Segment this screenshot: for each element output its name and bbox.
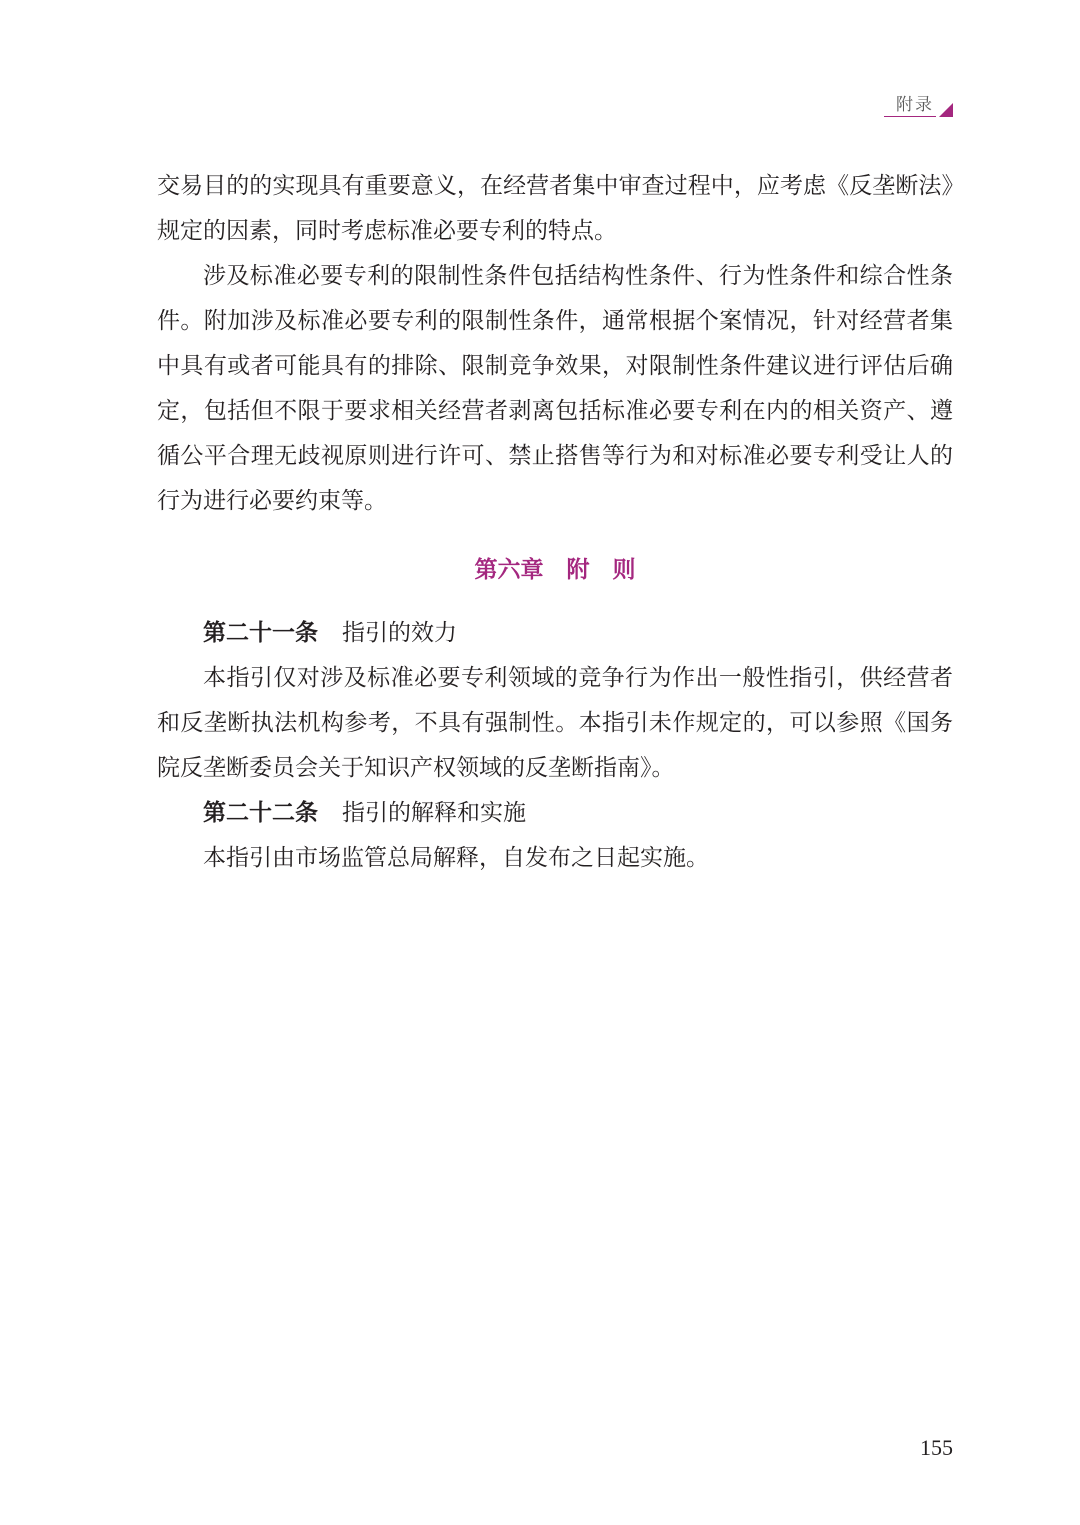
paragraph-restrictive-conditions: 涉及标准必要专利的限制性条件包括结构性条件、行为性条件和综合性条件。附加涉及标准必要专利的限制性条件，通常根据个案情况，针对经营者集中具有或者可能具有的排除、限制竞争效果，对限制性条件建议进行评估后确定，包括但不限于要求相关经营者剥离包括标准必要专利在内的相关资产、遵循公平合理无歧视原则进行许可、禁止搭售等行为和对标准必要专利受让人的行为进行必要约束等。: [157, 263, 953, 514]
corner-triangle-icon: [939, 103, 953, 117]
page-number: 155: [920, 1435, 953, 1460]
article-heading: [157, 791, 953, 836]
paragraph-continued: 交易目的的实现具有重要意义，在经营者集中审查过程中，应考虑《反垄断法》规定的因素，同时考虑标准必要专利的特点。: [157, 173, 953, 244]
article-title: 指引的解释和实施: [342, 800, 526, 826]
article-heading: [157, 611, 953, 656]
article-body: 本指引由市场监管总局解释，自发布之日起实施。: [203, 845, 709, 871]
article-number: 第二十一条: [203, 620, 318, 646]
article-number: 第二十二条: [203, 800, 318, 826]
running-head-rule: [884, 116, 936, 117]
article-21: [157, 611, 953, 791]
article-title: 指引的效力: [342, 620, 457, 646]
running-head: [880, 88, 956, 120]
body-text: [157, 164, 953, 881]
article-22: [157, 791, 953, 881]
article-body: 本指引仅对涉及标准必要专利领域的竞争行为作出一般性指引，供经营者和反垄断执法机构参考，不具有强制性。本指引未作规定的，可以参照《国务院反垄断委员会关于知识产权领域的反垄断指南》。: [157, 665, 953, 781]
running-head-title: 附录: [896, 95, 934, 115]
chapter-heading: 第六章 附 则: [474, 557, 636, 583]
